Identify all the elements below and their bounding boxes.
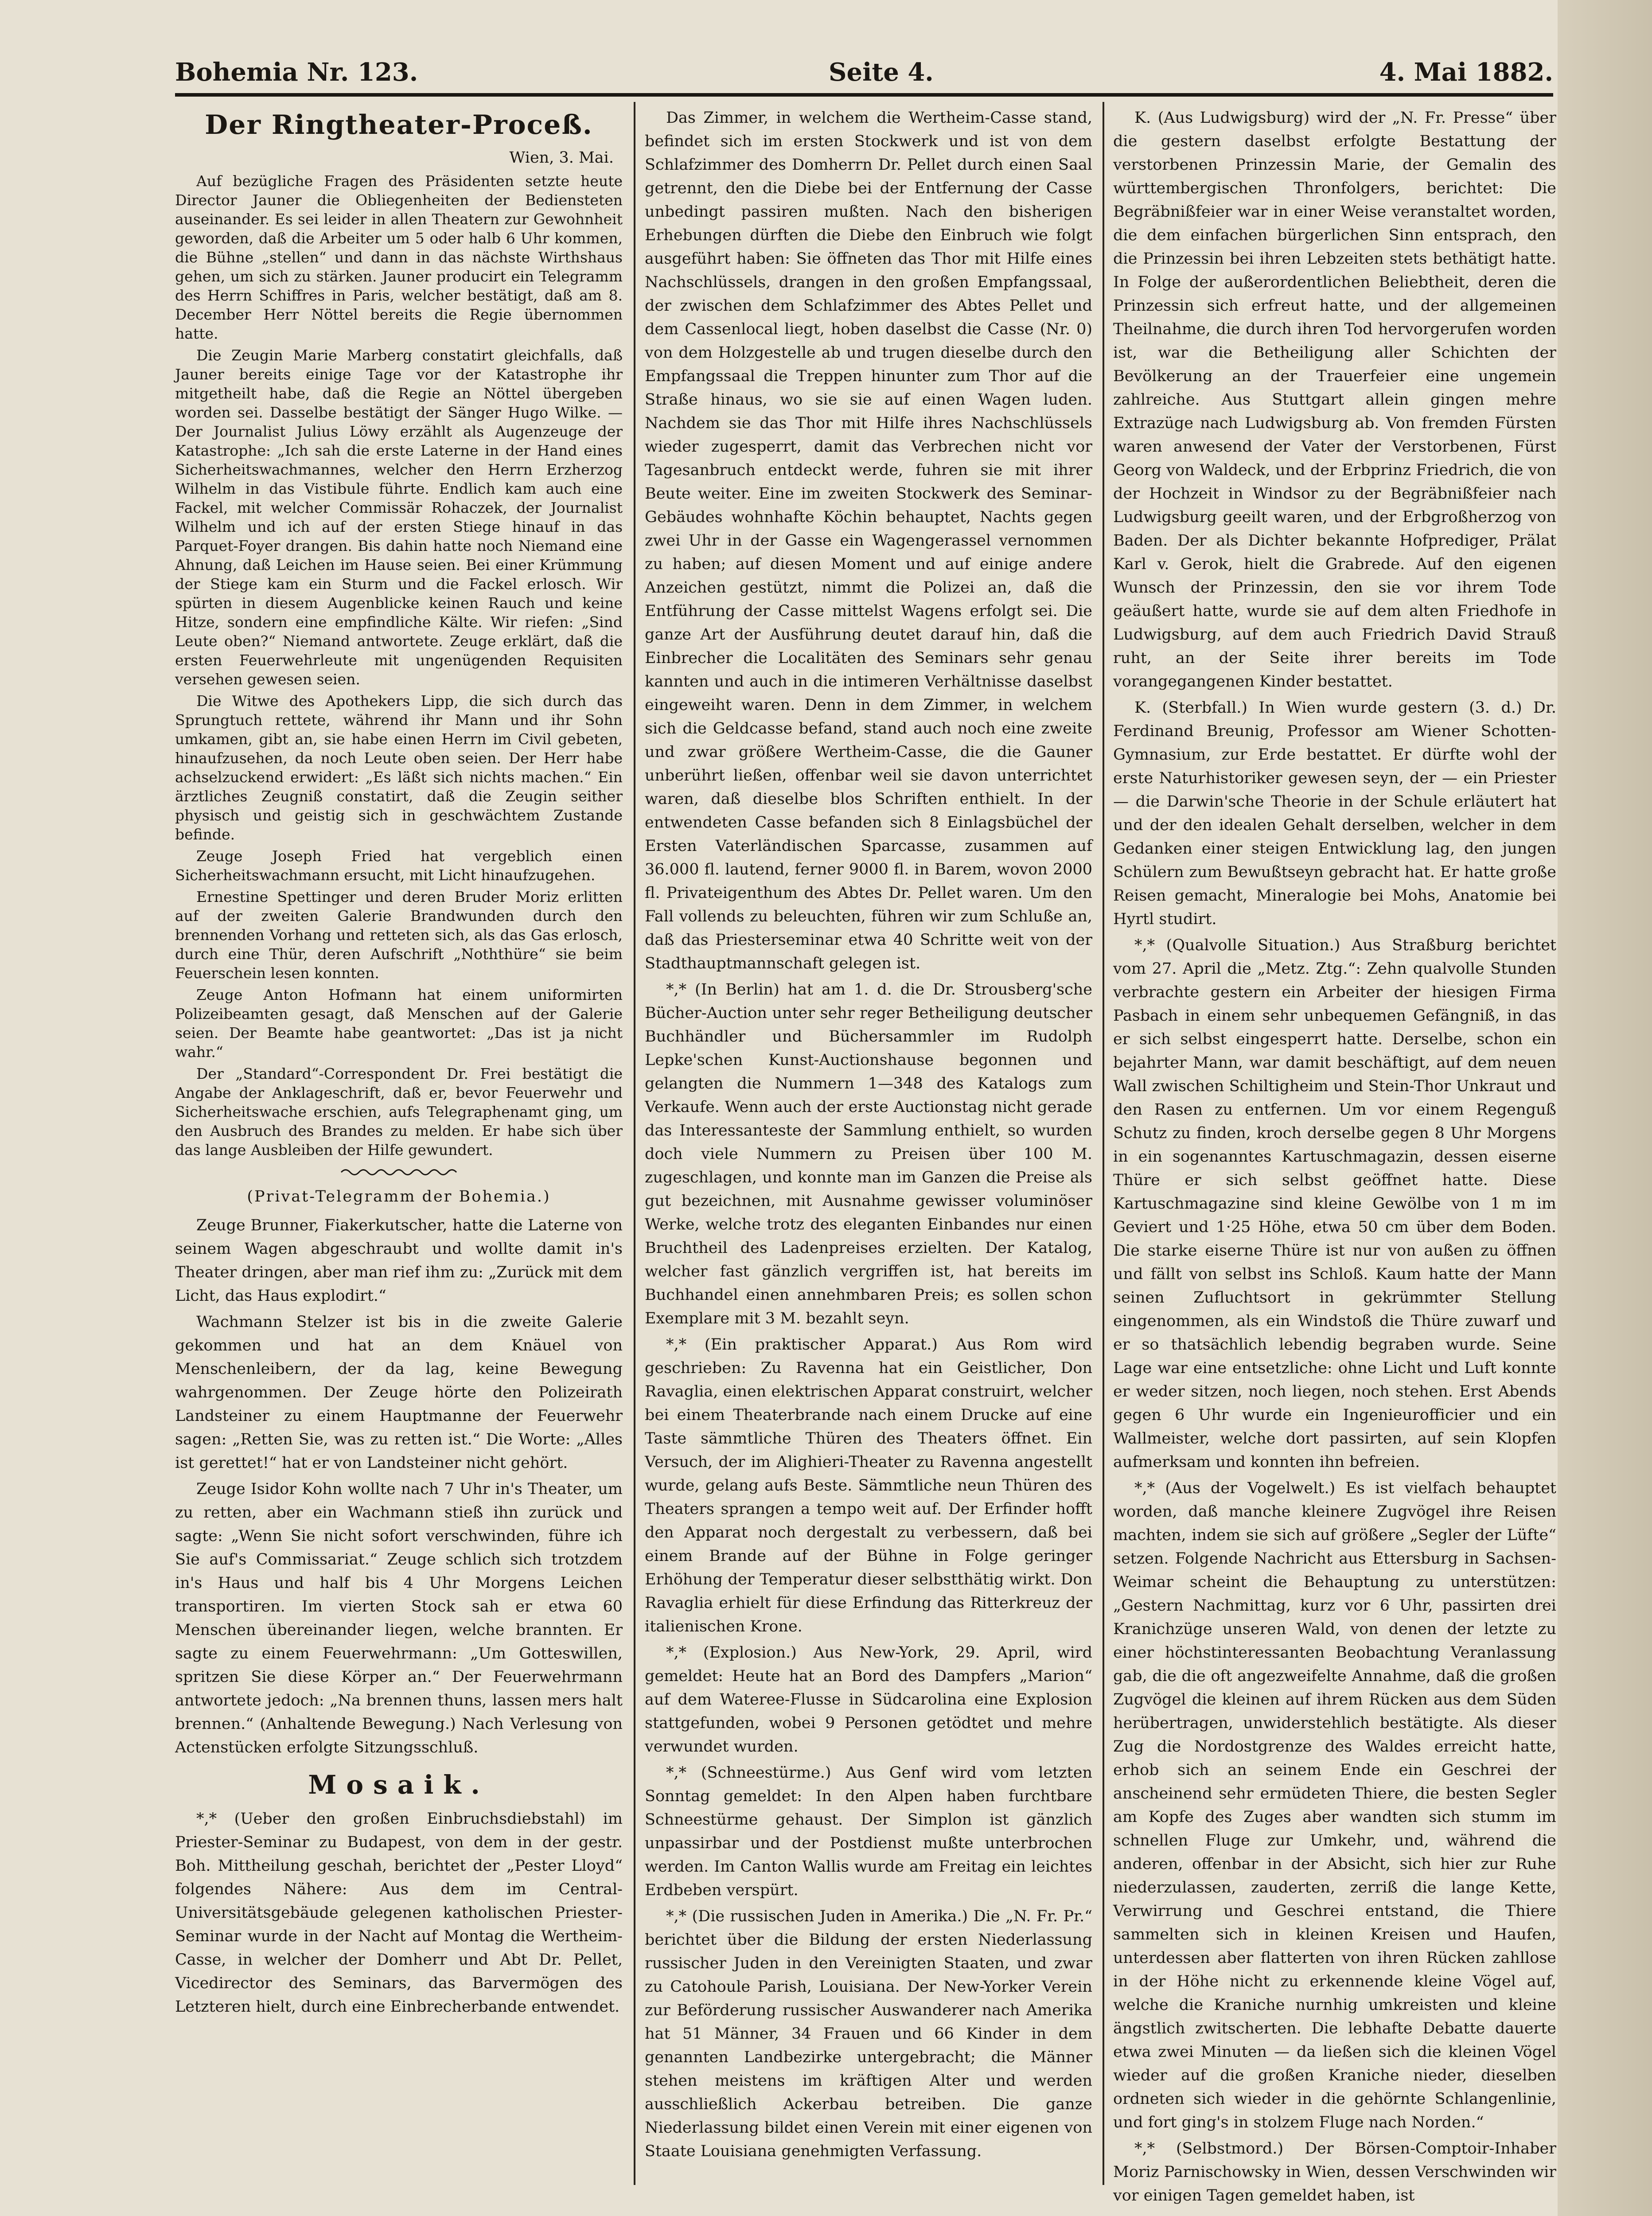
article-title-ringtheater: Der Ringtheater-Proceß. bbox=[205, 109, 593, 140]
paragraph: *,* (Selbstmord.) Der Börsen-Comptoir-Inhaber Moriz Parnischowsky in Wien, dessen Verschwinden wir vor einigen Tagen gemeldet haben, ist bbox=[1113, 2140, 1556, 2204]
dateline: Wien, 3. Mai. bbox=[509, 149, 614, 167]
paragraph: Das Zimmer, in welchem die Wertheim-Casse stand, befindet sich im ersten Stockwerk und ist von dem Schlafzimmer des Domherrn Dr. Pellet durch einen Saal getrennt, den die Diebe bei der Entfernung der Casse unbedingt passiren mußten. Nach den bisherigen Erhebungen dürften die Diebe den Einbruch wie folgt ausgeführt haben: Sie öffneten das Thor mit Hilfe eines Nachschlüssels, drangen in den großen Empfangssaal, der zwischen dem Schlafzimmer des Abtes Pellet und dem Cassenlocal liegt, hoben daselbst die Casse (Nr. 0) von dem Holzgestelle ab und trugen dieselbe durch den Empfangssaal die Treppen hinunter zum Thor auf die Straße hinaus, wo sie sie auf einen Wagen luden. Nachdem sie das Thor mit Hilfe ihres Nachschlüssels wieder zugesperrt, damit das Verbrechen nicht vor Tagesanbruch entdeckt werde, fuhren sie mit ihrer Beute weiter. Eine im zweiten Stockwerk des Seminar-Gebäudes wohnhafte Köchin behauptet, Nachts gegen zwei Uhr in der Gasse ein Wagengerassel vernommen zu haben; auf diesen Moment und auf einige andere Anzeichen gestützt, nimmt die Polizei an, daß die Entführung der Casse mittelst Wagens erfolgt sei. Die ganze Art der Ausführung deutet darauf hin, daß die Einbrecher die Localitäten des Seminars sehr genau kannten und auch in die intimeren Verhältnisse daselbst eingeweiht waren. Denn in dem Zimmer, in welchem sich die Geldcasse befand, stand auch noch eine zweite und zwar größere Wertheim-Casse, die die Gauner unberührt ließen, offenbar weil sie davon unterrichtet waren, daß dieselbe blos Schriften enthielt. In der entwendeten Casse befanden sich 8 Einlagsbüchel der Ersten Vaterländischen Sparcasse, zusammen auf 36.000 fl. lautend, ferner 9000 fl. in Barem, wovon 2000 fl. Privateigenthum des Abtes Dr. Pellet waren. Um den Fall vollends zu beleuchten, führen wir zum Schluße an, daß das Priesterseminar etwa 40 Schritte weit von der Stadthauptmannschaft gelegen ist. bbox=[645, 109, 1092, 972]
paragraph: K. (Aus Ludwigsburg) wird der „N. Fr. Presse“ über die gestern daselbst erfolgte Bestattung der verstorbenen Prinzessin Marie, der Gemalin des württembergischen Thronfolgers, berichtet: Die Begräbnißfeier war in einer Weise veranstaltet worden, die dem einfachen bürgerlichen Sinn entsprach, den die Prinzessin bei ihren Lebzeiten stets bethätigt hatte. In Folge der außerordentlichen Beliebtheit, deren die Prinzessin sich erfreut hatte, und der allgemeinen Theilnahme, die durch ihren Tod hervorgerufen worden ist, war die Betheiligung aller Schichten der Bevölkerung an der Trauerfeier eine ungemein zahlreiche. Aus Stuttgart allein gingen mehre Extrazüge nach Ludwigsburg ab. Von fremden Fürsten waren anwesend der Vater der Verstorbenen, Fürst Georg von Waldeck, und der Erbprinz Friedrich, die von der Hochzeit in Windsor zu der Begräbnißfeier nach Ludwigsburg geeilt waren, und der Erbgroßherzog von Baden. Der als Dichter bekannte Hofprediger, Prälat Karl v. Gerok, hielt die Grabrede. Auf den eigenen Wunsch der Prinzessin, den sie vor ihrem Tode geäußert hatte, wurde sie auf dem alten Friedhofe in Ludwigsburg, auf dem auch Friedrich David Strauß ruht, an der Seite ihrer bereits im Tode vorangegangenen Kinder bestattet. bbox=[1113, 109, 1556, 691]
paragraph: *,* (Qualvolle Situation.) Aus Straßburg berichtet vom 27. April die „Metz. Ztg.“: Zehn qualvolle Stunden verbrachte gestern ein Arbeiter der hiesigen Firma Pasbach in einem sehr unbequemen Gefängniß, in das er sich selbst eingesperrt hatte. Derselbe, schon ein bejahrter Mann, war damit beschäftigt, auf dem neuen Wall zwischen Schiltigheim und Stein-Thor Unkraut und den Rasen zu entfernen. Um vor einem Regenguß Schutz zu finden, kroch derselbe gegen 8 Uhr Morgens in ein sogenanntes Kartuschmagazin, dessen eiserne Thüre er sich selbst geöffnet hatte. Diese Kartuschmagazine sind kleine Gewölbe von 1 m im Geviert und 1·25 Höhe, etwa 50 cm über dem Boden. Die starke eiserne Thüre ist nur von außen zu öffnen und fällt von selbst ins Schloß. Kaum hatte der Mann seinen Zufluchtsort in gekrümmter Stellung eingenommen, als ein Windstoß die Thüre zuwarf und er so thatsächlich lebendig begraben wurde. Seine Lage war eine entsetzliche: ohne Licht und Luft konnte er weder sitzen, noch liegen, noch stehen. Erst Abends gegen 6 Uhr wurde ein Ingenieurofficier und ein Wallmeister, welche dort passirten, auf sein Klopfen aufmerksam und konnten ihn befreien. bbox=[1113, 936, 1556, 1471]
column-3 bbox=[1113, 106, 1556, 2204]
paragraph: *,* (Ein praktischer Apparat.) Aus Rom wird geschrieben: Zu Ravenna hat ein Geistlicher, Don Ravaglia, einen elektrischen Apparat construirt, welcher bei einem Theaterbrande nach einem Drucke auf eine Taste sämmtliche Thüren des Theaters öffnet. Ein Versuch, der im Alighieri-Theater zu Ravenna angestellt wurde, gelang aufs Beste. Sämmtliche neun Thüren des Theaters sprangen a tempo weit auf. Der Erfinder hofft den Apparat noch dergestalt zu verbessern, daß bei einem Brande auf der Bühne in Folge geringer Erhöhung der Temperatur dieser selbstthätig wirkt. Don Ravaglia erhielt für diese Erfindung das Ritterkreuz der italienischen Krone. bbox=[645, 1336, 1092, 1635]
paragraph: Auf bezügliche Fragen des Präsidenten setzte heute Director Jauner die Obliegenheiten der Bediensteten auseinander. Es sei leider in allen Theatern zur Gewohnheit geworden, daß die Arbeiter um 5 oder halb 6 Uhr kommen, die Bühne „stellen“ und dann in das nächste Wirthshaus gehen, um sich zu stärken. Jauner producirt ein Telegramm des Herrn Schiffres in Paris, welcher bestätigt, daß am 8. December Herr Nöttel bereits die Regie übernommen hatte. bbox=[175, 172, 623, 342]
paragraph: *,* (Ueber den großen Einbruchsdiebstahl) im Priester-Seminar zu Budapest, von dem in der gestr. Boh. Mittheilung geschah, berichtet der „Pester Lloyd“ folgendes Nähere: Aus dem im Central-Universitätsgebäude gelegenen katholischen Priester-Seminar wurde in der Nacht auf Montag die Wertheim-Casse, in welcher der Domherr und Abt Dr. Pellet, Vicedirector des Seminars, das Barvermögen des Letzteren hielt, durch eine Einbrecherbande entwendet. bbox=[175, 1810, 623, 2016]
paragraph: Zeuge Anton Hofmann hat einem uniformirten Polizeibeamten gesagt, daß Menschen auf der Galerie seien. Der Beamte habe geantwortet: „Das ist ja nicht wahr.“ bbox=[175, 986, 623, 1061]
column-divider-1 bbox=[634, 102, 635, 2185]
paragraph: Zeuge Joseph Fried hat vergeblich einen Sicherheitswachmann ersucht, mit Licht hinaufzugehen. bbox=[175, 847, 623, 884]
section-title-mosaik: Mosaik. bbox=[308, 1770, 490, 1800]
column-1 bbox=[175, 106, 623, 2176]
paragraph: Der „Standard“-Correspondent Dr. Frei bestätigt die Angabe der Anklageschrift, daß er, bevor Feuerwehr und Sicherheitswache erschien, aufs Telegraphenamt ging, um den Ausbruch des Brandes zu melden. Er habe sich über das lange Ausbleiben der Hilfe gewundert. bbox=[175, 1065, 623, 1159]
paragraph: *,* (Explosion.) Aus New-York, 29. April, wird gemeldet: Heute hat an Bord des Dampfers „Marion“ auf dem Wateree-Flusse in Südcarolina eine Explosion stattgefunden, wobei 9 Personen getödtet und mehre verwundet wurden. bbox=[645, 1644, 1092, 1756]
squiggle-divider bbox=[341, 1167, 456, 1177]
paragraph: Die Witwe des Apothekers Lipp, die sich durch das Sprungtuch rettete, während ihr Mann und ihr Sohn umkamen, gibt an, sie habe einen Herrn im Civil gebeten, hinaufzusehen, da noch Leute oben seien. Der Herr habe achselzuckend erwidert: „Es läßt sich nichts machen.“ Ein ärztliches Zeugniß constatirt, daß die Zeugin seither physisch und geistig sich in geschwächtem Zustande befinde. bbox=[175, 692, 623, 843]
paragraph: Zeuge Brunner, Fiakerkutscher, hatte die Laterne von seinem Wagen abgeschraubt und wollte damit in's Theater dringen, aber man rief ihm zu: „Zurück mit dem Licht, das Haus explodirt.“ bbox=[175, 1217, 623, 1305]
paragraph: Ernestine Spettinger und deren Bruder Moriz erlitten auf der zweiten Galerie Brandwunden durch den brennenden Vorhang und retteten sich, als das Gas erlosch, durch eine Thür, deren Aufschrift „Noththüre“ sie beim Feuerschein lesen konnten. bbox=[175, 888, 623, 982]
page-header bbox=[175, 52, 1553, 93]
paragraph: Die Zeugin Marie Marberg constatirt gleichfalls, daß Jauner bereits einige Tage vor der Katastrophe ihr mitgetheilt habe, daß die Regie an Nöttel übergeben worden sei. Dasselbe bestätigt der Sänger Hugo Wilke. — Der Journalist Julius Löwy erzählt als Augenzeuge der Katastrophe: „Ich sah die erste Laterne in der Hand eines Sicherheitswachmannes, welcher den Herrn Erzherzog Wilhelm in das Vistibule führte. Endlich kam auch eine Fackel, mit welcher Commissär Rohaczek, der Journalist Wilhelm und ich auf der ersten Stiege hinauf in das Parquet-Foyer drangen. Bis dahin hatte noch Niemand eine Ahnung, daß Leichen im Hause seien. Bei einer Krümmung der Stiege kam ein Sturm und die Fackel erlosch. Wir spürten in diesem Augenblicke keinen Rauch und keine Hitze, sondern eine empfindliche Kälte. Wir riefen: „Sind Leute oben?“ Niemand antwortete. Zeuge erklärt, daß die ersten Feuerwehrleute mit ungenügenden Requisiten versehen gewesen seien. bbox=[175, 347, 623, 688]
paragraph: *,* (Die russischen Juden in Amerika.) Die „N. Fr. Pr.“ berichtet über die Bildung der ersten Niederlassung russischer Juden in den Vereinigten Staaten, und zwar zu Catohoule Parish, Louisiana. Der New-Yorker Verein zur Beförderung russischer Auswanderer nach Amerika hat 51 Männer, 34 Frauen und 66 Kinder in dem genannten Landbezirke untergebracht; die Männer stehen meistens im kräftigen Alter und werden ausschließlich Ackerbau betreiben. Die ganze Niederlassung bildet einen Verein mit einer eigenen von Staate Louisiana genehmigten Verfassung. bbox=[645, 1908, 1092, 2160]
header-page-number: Seite 4. bbox=[829, 58, 934, 87]
page-edge bbox=[1558, 0, 1652, 2216]
paragraph: K. (Sterbfall.) In Wien wurde gestern (3. d.) Dr. Ferdinand Breunig, Professor am Wiener Schotten-Gymnasium, zur Erde bestattet. Er dürfte wohl der erste Naturhistoriker gewesen seyn, der — ein Priester — die Darwin'sche Theorie in der Schule erläutert hat und der den idealen Gehalt derselben, welcher in dem Gedanken einer steigen Entwicklung lag, den jungen Schülern zum Bewußtseyn gebracht hat. Er hatte große Reisen gemacht, Mineralogie bei Mohs, Anatomie bei Hyrtl studirt. bbox=[1113, 699, 1556, 928]
column-2 bbox=[645, 106, 1092, 2176]
telegram-subhead: (Privat-Telegramm der Bohemia.) bbox=[247, 1188, 551, 1206]
paragraph: *,* (Aus der Vogelwelt.) Es ist vielfach behauptet worden, daß manche kleinere Zugvögel ihre Reisen machten, indem sie sich auf größere „Segler der Lüfte“ setzen. Folgende Nachricht aus Ettersburg in Sachsen-Weimar scheint die Behauptung zu unterstützen: „Gestern Nachmittag, kurz vor 6 Uhr, passirten drei Kranichzüge unseren Wald, von denen der letzte zu einer höchstinteressanten Beobachtung Veranlassung gab, die die oft angezweifelte Annahme, daß die großen Zugvögel die kleinen auf ihrem Rücken aus dem Süden herübertragen, unwiderstehlich bestätigte. Als dieser Zug die Nordostgrenze des Waldes erreicht hatte, erhob sich an seinem Ende ein Geschrei der anscheinend sehr ermüdeten Thiere, die besten Segler am Kopfe des Zuges aber wandten sich stumm im schnellen Fluge zur Umkehr, und, während die anderen, offenbar in der Absicht, sich hier zur Ruhe niederzulassen, zauderten, zerriß die lange Kette, Verwirrung und Geschrei entstand, die Thiere sammelten sich in kleinen Kreisen und Haufen, unterdessen aber flatterten von ihren Rücken zahllose in der Höhe nicht zu erkennende kleine Vögel auf, welche die Kraniche nurnhig umkreisten und kleine ängstlich zwitscherten. Die lebhafte Debatte dauerte etwa zwei Minuten — da ließen sich die kleinen Vögel wieder auf die großen Kraniche nieder, dieselben ordneten sich wieder in die gehörnte Schlangenlinie, und fort ging's in stolzem Fluge nach Norden.“ bbox=[1113, 1479, 1556, 2131]
paragraph: Wachmann Stelzer ist bis in die zweite Galerie gekommen und hat an dem Knäuel von Menschenleibern, der da lag, keine Bewegung wahrgenommen. Der Zeuge hörte den Polizeirath Landsteiner zu einem Hauptmanne der Feuerwehr sagen: „Retten Sie, was zu retten ist.“ Die Worte: „Alles ist gerettet!“ hat er von Landsteiner nicht gehört. bbox=[175, 1313, 623, 1472]
header-issue: Bohemia Nr. 123. bbox=[175, 58, 418, 87]
paragraph: *,* (Schneestürme.) Aus Genf wird vom letzten Sonntag gemeldet: In den Alpen haben furchtbare Schneestürme gehaust. Der Simplon ist gänzlich unpassirbar und der Postdienst mußte unterbrochen werden. Im Canton Wallis wurde am Freitag ein leichtes Erdbeben verspürt. bbox=[645, 1764, 1092, 1899]
header-rule bbox=[175, 93, 1553, 97]
paragraph: *,* (In Berlin) hat am 1. d. die Dr. Strousberg'sche Bücher-Auction unter sehr reger Betheiligung deutscher Buchhändler und Büchersammler im Rudolph Lepke'schen Kunst-Auctionshause begonnen und gelangten die Nummern 1—348 des Katalogs zum Verkaufe. Wenn auch der erste Auctionstag nicht gerade das Interessanteste der Sammlung enthielt, so wurden doch viele Nummern zu Preisen über 100 M. zugeschlagen, und konnte man im Ganzen die Preise als gut bezeichnen, mit Ausnahme gewisser voluminöser Werke, welche trotz des eleganten Einbandes nur einen Bruchtheil des Ladenpreises erzielten. Der Katalog, welcher fast gänzlich vergriffen ist, hat bereits im Buchhandel einen annehmbaren Preis; es sollen schon Exemplare mit 3 M. bezahlt seyn. bbox=[645, 981, 1092, 1327]
paragraph: Zeuge Isidor Kohn wollte nach 7 Uhr in's Theater, um zu retten, aber ein Wachmann stieß ihn zurück und sagte: „Wenn Sie nicht sofort verschwinden, führe ich Sie auf's Commissariat.“ Zeuge schlich sich trotzdem in's Haus und half bis 4 Uhr Morgens Leichen transportiren. Im vierten Stock sah er etwa 60 Menschen übereinander liegen, welche brannten. Er sagte zu einem Feuerwehrmann: „Um Gotteswillen, spritzen Sie diese Körper an.“ Der Feuerwehrmann antwortete jedoch: „Na brennen thuns, lassen mers halt brennen.“ (Anhaltende Bewegung.) Nach Verlesung von Actenstücken erfolgte Sitzungsschluß. bbox=[175, 1480, 623, 1756]
header-date: 4. Mai 1882. bbox=[1379, 58, 1553, 87]
column-divider-2 bbox=[1103, 102, 1104, 2185]
